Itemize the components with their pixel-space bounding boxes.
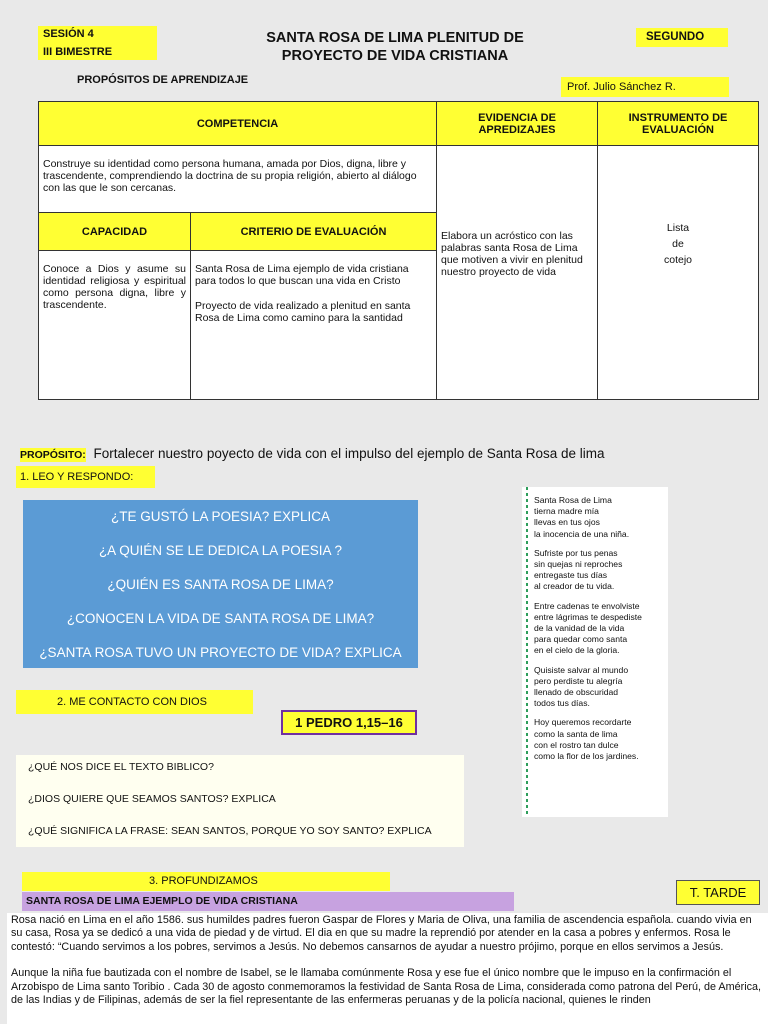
- step1-label: 1. LEO Y RESPONDO:: [16, 466, 155, 488]
- poem-line: pero perdiste tu alegría: [534, 675, 623, 686]
- step2-label: 2. ME CONTACTO CON DIOS: [16, 690, 253, 714]
- poem-line: como la flor de los jardines.: [534, 751, 639, 762]
- evidencia-text: Elabora un acróstico con las palabras santa Rosa de Lima que motiven a vivir en plenitud nuestro proyecto de vida: [437, 146, 598, 400]
- poem-line: todos tus días.: [534, 698, 590, 709]
- poem-line: con el rostro tan dulce: [534, 739, 619, 750]
- poem-line: al creador de tu vida.: [534, 581, 615, 592]
- poem-line: llenado de obscuridad: [534, 687, 619, 698]
- poem-line: entregaste tus días: [534, 570, 608, 581]
- poem-line: la inocencia de una niña.: [534, 528, 630, 539]
- poem-stanza: [534, 495, 668, 540]
- poem-line: tierna madre mía: [534, 506, 599, 517]
- bible-question: ¿QUÉ NOS DICE EL TEXTO BIBLICO?: [28, 761, 214, 773]
- poem-line: para quedar como santa: [534, 634, 628, 645]
- instrumento-cell: [598, 146, 759, 400]
- bible-citation: 1 PEDRO 1,15–16: [281, 710, 417, 735]
- poem-line: entre lágrimas te despediste: [534, 611, 642, 622]
- capacidad-header: CAPACIDAD: [39, 213, 191, 251]
- proposito-line: [20, 446, 605, 461]
- learning-table: [38, 101, 759, 400]
- question-item: ¿QUIÉN ES SANTA ROSA DE LIMA?: [107, 577, 334, 592]
- capacidad-text: Conoce a Dios y asume su identidad religiosa y espiritual como persona digna, libre y trascendente.: [39, 251, 191, 400]
- story-paragraph: Aunque la niña fue bautizada con el nombre de Isabel, se le llamaba comúnmente Rosa y ese fue el único nombre que le impuso en la confirmación el Arzobispo de Lima santo Toribio . Cada 30 de agosto conmemoramos la festividad de Santa Rosa de Lima, considerada como patrona del Perú, de América, de las Indias y de Filipinas, además de ser la fiel representante de las enfermeras peruanas y de la policía nacional, quienes le rinden: [11, 967, 762, 1007]
- poem-stanza: [534, 717, 668, 762]
- question-item: ¿A QUIÉN SE LE DEDICA LA POESIA ?: [98, 543, 343, 558]
- poem-line: sin quejas ni reproches: [534, 559, 623, 570]
- bible-question: ¿QUÉ SIGNIFICA LA FRASE: SEAN SANTOS, PORQUE YO SOY SANTO? EXPLICA: [28, 825, 432, 837]
- instrumento-line3: cotejo: [663, 254, 693, 266]
- bible-question: ¿DIOS QUIERE QUE SEAMOS SANTOS? EXPLICA: [28, 793, 276, 805]
- instrumento-header: INSTRUMENTO DE EVALUACIÓN: [598, 102, 759, 146]
- questions-box: [23, 500, 418, 668]
- competencia-text: Construye su identidad como persona humana, amada por Dios, digna, libre y trascendente, comprendiendo la doctrina de su propia religión, abierto al diálogo con las que le son cercanas.: [39, 146, 437, 213]
- poem-stanza: [534, 548, 668, 593]
- poem-line: como la santa de lima: [534, 728, 618, 739]
- criterio-cell: [191, 251, 437, 400]
- criterio-header: CRITERIO DE EVALUACIÓN: [191, 213, 437, 251]
- competencia-header: COMPETENCIA: [39, 102, 437, 146]
- poem-stanza: [534, 601, 668, 657]
- instrumento-line2: de: [672, 238, 684, 250]
- poem-border-decoration: [526, 487, 528, 817]
- step3-label: 3. PROFUNDIZAMOS: [22, 872, 390, 891]
- poem-line: Sufriste por tus penas: [534, 547, 618, 558]
- purposes-heading: PROPÓSITOS DE APRENDIZAJE: [77, 74, 249, 86]
- poem-stanza: [534, 665, 668, 710]
- grade-badge: SEGUNDO: [636, 28, 728, 47]
- question-item: ¿SANTA ROSA TUVO UN PROYECTO DE VIDA? EXPLICA: [39, 645, 402, 660]
- poem-line: llevas en tus ojos: [534, 517, 600, 528]
- session-label: SESIÓN 4: [43, 28, 94, 40]
- poem-card: [522, 487, 668, 817]
- story-paragraph: Rosa nació en Lima en el año 1586. sus humildes padres fueron Gaspar de Flores y Maria de Oliva, una familia de ascendencia española. cuando vivia en su casa, Rosa ya se dedicó a una vida de piedad y de virtud. El dia en que su madre la reprendió por atender en la casa a pobres y enfermos. Rosa le contestó: “Cuando servimos a los pobres, servimos a Jesús. No debemos cansarnos de ayudar a nuestro prójimo, porque en ellos servimos a Jesús.: [11, 914, 752, 953]
- teacher-name: Prof. Julio Sánchez R.: [561, 77, 729, 97]
- instrumento-line1: Lista: [666, 222, 690, 234]
- criterio-item-2: Proyecto de vida realizado a plenitud en santa Rosa de Lima como camino para la santidad: [195, 300, 411, 324]
- poem-line: Entre cadenas te envolviste: [534, 600, 640, 611]
- proposito-label: PROPÓSITO:: [20, 449, 86, 461]
- criterio-item-1: Santa Rosa de Lima ejemplo de vida cristiana para todos lo que buscan una vida en Cristo: [195, 263, 409, 287]
- step3-subtitle: SANTA ROSA DE LIMA EJEMPLO DE VIDA CRISTIANA: [22, 892, 514, 911]
- poem-line: Quisiste salvar al mundo: [534, 664, 629, 675]
- shift-badge: T. TARDE: [676, 880, 760, 905]
- poem-line: Hoy queremos recordarte: [534, 717, 632, 728]
- question-item: ¿TE GUSTÓ LA POESIA? EXPLICA: [110, 509, 331, 524]
- poem-line: en el cielo de la gloria.: [534, 645, 620, 656]
- poem-line: de la vanidad de la vida: [534, 623, 625, 634]
- bimester-label: III BIMESTRE: [43, 46, 113, 58]
- proposito-text: Fortalecer nuestro poyecto de vida con el impulso del ejemplo de Santa Rosa de lima: [93, 446, 605, 461]
- story-text: [7, 913, 768, 1024]
- question-item: ¿CONOCEN LA VIDA DE SANTA ROSA DE LIMA?: [66, 611, 375, 626]
- page-title-line1: SANTA ROSA DE LIMA PLENITUD DE: [266, 30, 524, 46]
- poem-line: Santa Rosa de Lima: [534, 495, 612, 505]
- bible-questions-box: [16, 755, 464, 847]
- page-title-line2: PROYECTO DE VIDA CRISTIANA: [281, 48, 509, 64]
- evidencia-header: EVIDENCIA DE APREDIZAJES: [437, 102, 598, 146]
